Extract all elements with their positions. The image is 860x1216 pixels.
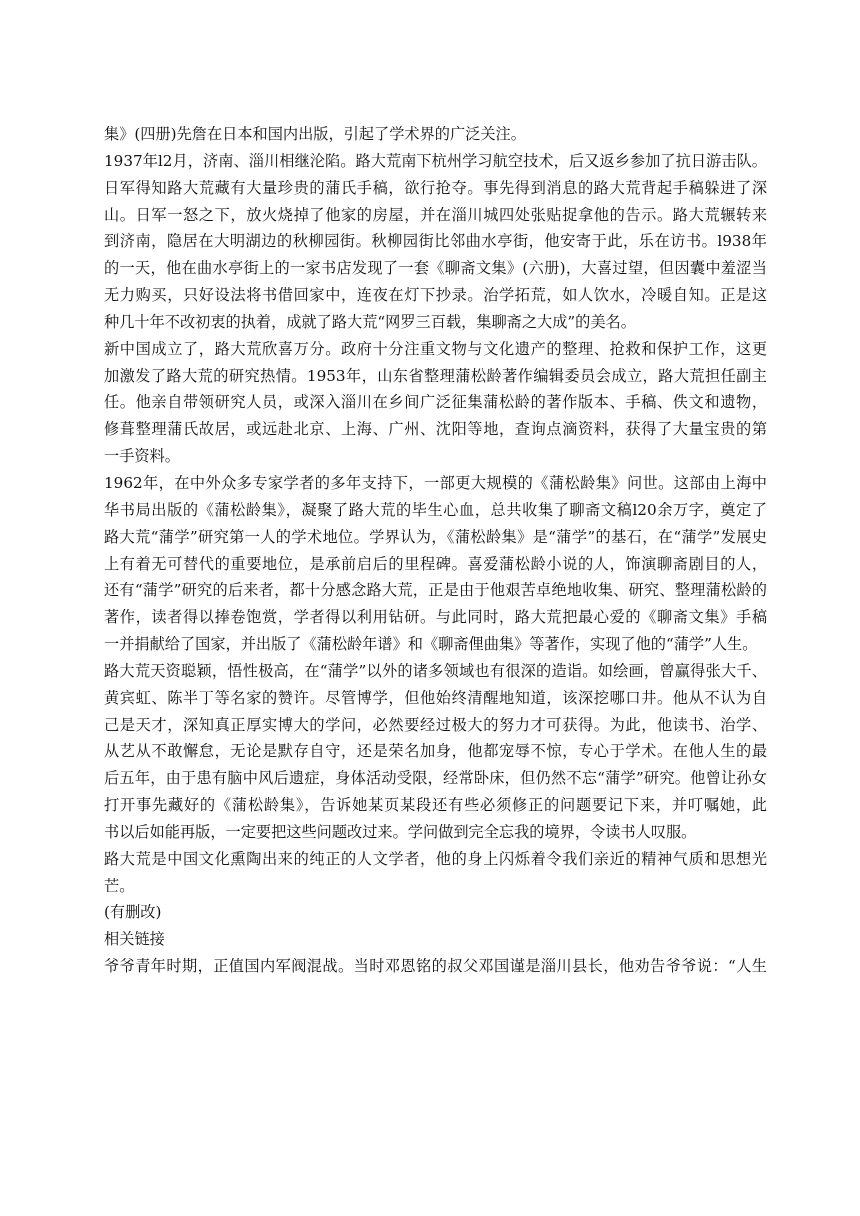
text-line: 1962年，在中外众多专家学者的多年支持下，一部更大规模的《蒲松龄集》问世。这部由上海中 <box>104 473 767 492</box>
text-line: 种几十年不改初衷的执着，成就了路大荒“网罗三百载，集聊斋之大成”的美名。 <box>104 312 636 331</box>
text-line: 己是天才，深知真正厚实博大的学问，必然要经过极大的努力才可获得。为此，他读书、治学、 <box>104 715 767 734</box>
text-line: 到济南，隐居在大明湖边的秋柳园街。秋柳园街比邻曲水亭街，他安寄于此，乐在访书。l938年 <box>104 232 767 251</box>
text-line: 的一天，他在曲水亭街上的一家书店发现了一套《聊斋文集》(六册)，大喜过望，但因囊中羞涩当 <box>104 259 767 278</box>
text-line: 集》(四册)先詹在日本和国内出版，引起了学术界的广泛关注。 <box>104 125 526 143</box>
text-line: 山。日军一怒之下，放火烧掉了他家的房屋，并在淄川城四处张贴捉拿他的告示。路大荒辗转来 <box>104 205 767 224</box>
text-line: 著作，读者得以捧卷饱赏，学者得以利用钻研。与此同时，路大荒把最心爱的《聊斋文集》手稿 <box>104 608 767 627</box>
text-line: 修葺整理蒲氏故居，或远赴北京、上海、广州、沈阳等地，查询点滴资料，获得了大量宝贵的第 <box>104 420 767 439</box>
text-line: 路大荒“蒲学”研究第一人的学术地位。学界认为，《蒲松龄集》是“蒲学”的基石，在“蒲学”发展史 <box>104 527 767 546</box>
text-line: 书以后如能再版，一定要把这些问题改过来。学问做到完全忘我的境界，令读书人叹服。 <box>104 822 697 841</box>
text-line: 黄宾虹、陈半丁等名家的赞许。尽管博学，但他始终清醒地知道，该深挖哪口井。他从不认为自 <box>104 688 767 707</box>
text-line: 新中国成立了，路大荒欣喜万分。政府十分注重文物与文化遗产的整理、抢救和保护工作，这更 <box>104 339 767 358</box>
text-line: 芒。 <box>104 876 135 895</box>
text-line: 相关链接 <box>104 930 165 949</box>
text-line: 一并捐献给了国家，并出版了《蒲松龄年谱》和《聊斋俚曲集》等著作，实现了他的“蒲学”人生。 <box>104 635 758 654</box>
text-line: 日军得知路大荒藏有大量珍贵的蒲氏手稿，欲行抢夺。事先得到消息的路大荒背起手稿躲进了深 <box>104 178 767 197</box>
text-line: 打开事先藏好的《蒲松龄集》，告诉她某页某段还有些必须修正的问题要记下来，并叮嘱她，此 <box>104 796 767 815</box>
text-line: (有删改) <box>104 903 162 922</box>
text-line: 1937年l2月，济南、淄川相继沦陷。路大荒南下杭州学习航空技术，后又返乡参加了抗日游击队。 <box>104 151 767 170</box>
text-line: 任。他亲自带领研究人员，或深入淄川在乡间广泛征集蒲松龄的著作版本、手稿、佚文和遗物， <box>104 393 767 412</box>
text-line: 还有“蒲学”研究的后来者，都十分感念路大荒，正是由于他艰苦卓绝地收集、研究、整理蒲松龄的 <box>104 581 767 600</box>
text-line: 路大荒天资聪颖，悟性极高，在“蒲学”以外的诸多领域也有很深的造诣。如绘画，曾赢得张大千、 <box>104 661 767 680</box>
text-line: 华书局出版的《蒲松龄集》，凝聚了路大荒的毕生心血，总共收集了聊斋文稿l20余万字，奠定了 <box>104 500 767 519</box>
document-body <box>104 121 767 980</box>
text-line: 路大荒是中国文化熏陶出来的纯正的人文学者，他的身上闪烁着令我们亲近的精神气质和思想光 <box>104 849 767 868</box>
text-line: 一手资料。 <box>104 447 180 466</box>
text-line: 上有着无可替代的重要地位，是承前启后的里程碑。喜爱蒲松龄小说的人，饰演聊斋剧目的人， <box>104 554 767 573</box>
text-line: 加激发了路大荒的研究热情。1953年，山东省整理蒲松龄著作编辑委员会成立，路大荒担任副主 <box>104 366 767 385</box>
text-line: 爷爷青年时期，正值国内军阀混战。当时邓恩铭的叔父邓国谨是淄川县长，他劝告爷爷说：“人生 <box>104 957 767 976</box>
text-line: 无力购买，只好设法将书借回家中，连夜在灯下抄录。治学拓荒，如人饮水，冷暖自知。正是这 <box>104 286 767 305</box>
text-line: 后五年，由于患有脑中风后遗症，身体活动受限，经常卧床，但仍然不忘“蒲学”研究。他曾让孙女 <box>104 769 767 788</box>
text-line: 从艺从不敢懈怠，无论是默存自守，还是荣名加身，他都宠辱不惊，专心于学术。在他人生的最 <box>104 742 767 761</box>
